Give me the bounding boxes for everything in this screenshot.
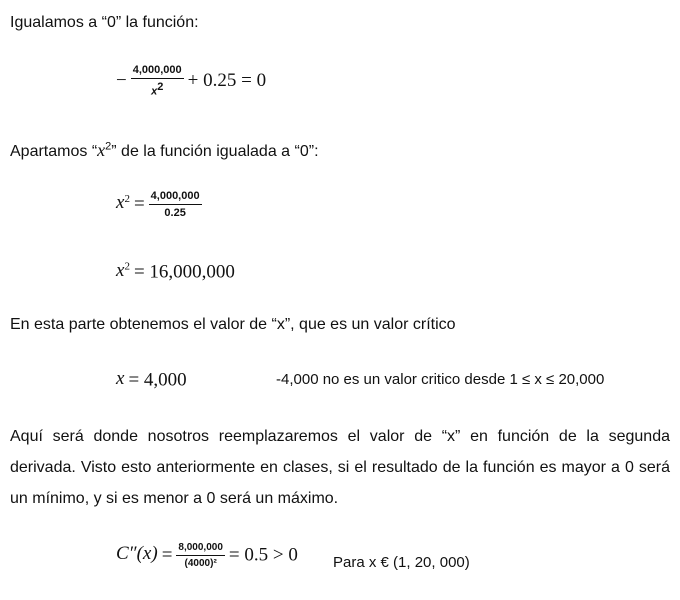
equation-3: $x^2 = 16,000,000$ <box>116 260 235 283</box>
equation-4: x = 4,000 <box>116 368 187 391</box>
eq2-numerator: 4,000,000 <box>149 190 202 205</box>
eq5-denominator: (4000)² <box>184 558 217 569</box>
section2-label: Apartamos “$x^2$” de la función igualada a “0”: <box>10 140 319 160</box>
eq5-fraction <box>176 542 225 569</box>
eq4-note: -4,000 no es un valor critico desde 1 ≤ x ≤ 20,000 <box>276 371 605 388</box>
eq5-numerator: 8,000,000 <box>176 542 225 556</box>
equation-2: $x^2$ = $\frac{4,000,000}{0.25}$ <box>116 190 200 219</box>
section3-label: En esta parte obtenemos el valor de “x”, que es un valor crítico <box>10 316 456 333</box>
eq1-fraction <box>131 64 184 98</box>
equation-5: C″(x) = $\frac{8,000,000}{\text{(4000)²}}$ = 0.5 > 0 <box>116 542 298 569</box>
eq2-denominator: 0.25 <box>164 207 186 219</box>
eq1-numerator: 4,000,000 <box>131 64 184 79</box>
eq1-minus: − <box>116 69 127 91</box>
section1-label: Igualamos a “0” la función: <box>10 14 199 31</box>
section4-paragraph: Aquí será donde nosotros reemplazaremos el valor de “x” en función de la segunda derivada. Visto esto anteriormente en clases, si el resultado de la función es mayor a 0 será un mínimo, y si es menor a 0 será un máximo. <box>10 428 670 507</box>
eq1-denominator: $x^2$ <box>151 81 164 98</box>
eq5-note: Para x € (1, 20, 000) <box>333 554 470 571</box>
eq1-rest: + 0.25 = 0 <box>187 69 267 91</box>
equation-1 <box>116 64 266 98</box>
eq2-fraction <box>149 190 202 219</box>
